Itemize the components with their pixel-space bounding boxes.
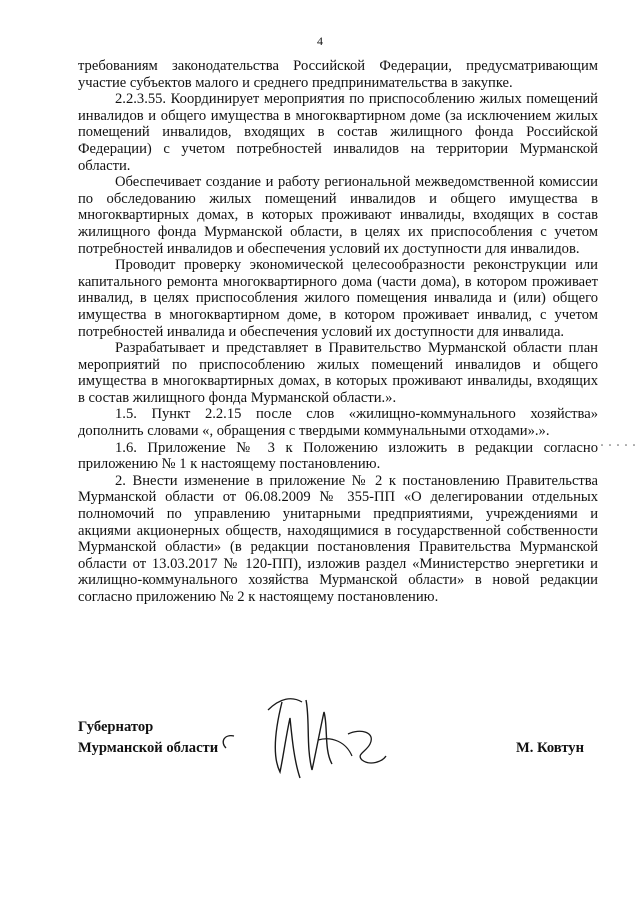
signatory-name: М. Ковтун — [515, 740, 584, 756]
paragraph: 2.2.3.55. Координирует мероприятия по приспособлению жилых помещений инвалидов и общего имущества в многоквартирном доме (за исключением жилых помещений инвалидов, входящих в состав жилищного фонда Российской Федерации) с учетом потребностей инвалидов на территории Мурманской области. — [78, 91, 598, 174]
paragraph: требованиям законодательства Российской Федерации, предусматривающим участие субъектов малого и среднего предпринимательства в закупке. — [78, 58, 598, 91]
paragraph: 1.6. Приложение № 3 к Положению изложить в редакции согласно приложению № 1 к настоящему постановлению. — [78, 439, 598, 473]
signatory-title-line1: Губернатор — [78, 719, 154, 735]
paragraph: 2. Внести изменение в приложение № 2 к постановлению Правительства Мурманской области от 06.08.2009 № 355-ПП «О делегировании отдельных полномочий по управлению унитарными предприятиями, учреждениями и акциями акционерных обществ, находящимися в государственной собственности Мурманской области» (в редакции постановления Правительства Мурманской области от 13.03.2017 № 120-ПП), изложив раздел «Министерство энергетики и жилищно-коммунального хозяйства Мурманской области» в новой редакции согласно приложению № 2 к настоящему постановлению. — [78, 472, 598, 605]
paragraph: Разрабатывает и представляет в Правительство Мурманской области план мероприятий по приспособлению жилых помещений инвалидов и общего имущества в многоквартирных домах, в которых проживают инвалиды, входящих в состав жилищного фонда Мурманской области.». — [78, 340, 598, 406]
paragraph: 1.5. Пункт 2.2.15 после слов «жилищно-коммунального хозяйства» дополнить словами «, обращения с твердыми коммунальными отходами».». — [78, 406, 598, 440]
handwritten-signature — [220, 690, 400, 790]
paragraph: Обеспечивает создание и работу региональной межведомственной комиссии по обследованию жилых помещений инвалидов и общего имущества в многоквартирных домах, в которых проживают инвалиды, входящих в состав жилищного фонда Мурманской области, в целях их приспособления с учетом потребностей инвалидов и обеспечения условий их доступности для инвалидов. — [78, 174, 598, 257]
page-number: 4 — [317, 34, 323, 48]
document-body — [78, 58, 598, 606]
margin-marks — [600, 440, 640, 450]
paragraph: Проводит проверку экономической целесообразности реконструкции или капитального ремонта многоквартирного дома (части дома), в котором проживает инвалид, в целях приспособления жилого помещения инвалида и (или) общего имущества в многоквартирном доме, в котором проживает инвалид, с учетом потребностей инвалида и обеспечения условий их доступности для инвалида. — [78, 257, 598, 340]
signatory-title — [78, 717, 218, 759]
signatory-title-line2: Мурманской области — [78, 740, 219, 756]
